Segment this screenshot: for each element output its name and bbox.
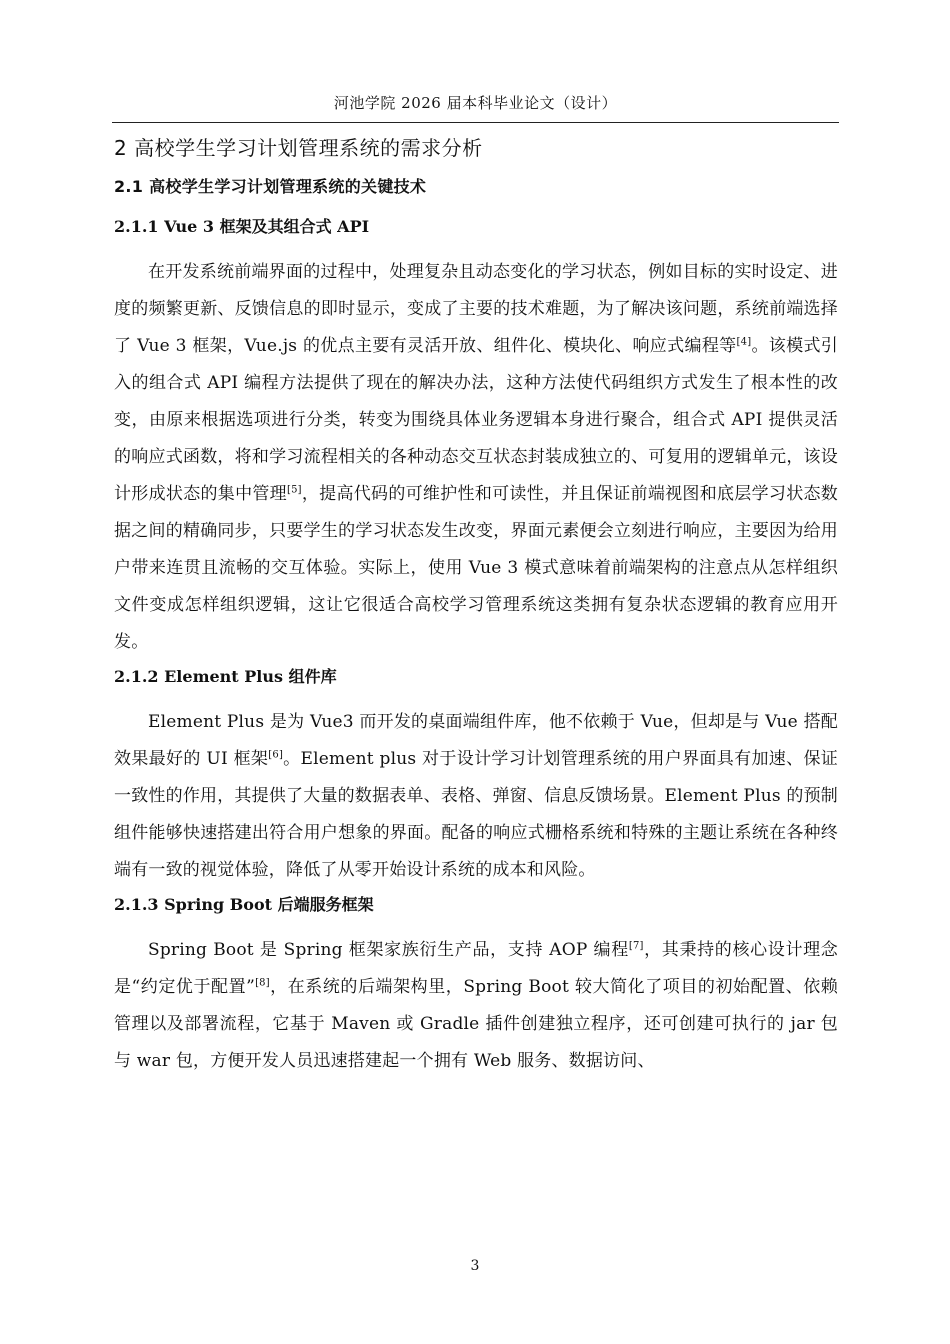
citation-marker: [8] bbox=[255, 977, 270, 989]
subsection-heading-2-1-2: 2.1.2 Element Plus 组件库 bbox=[114, 667, 337, 686]
paragraph-vue3 bbox=[114, 254, 838, 661]
header-rule bbox=[112, 122, 839, 123]
chapter-heading: 2 高校学生学习计划管理系统的需求分析 bbox=[114, 136, 483, 160]
citation-marker: [6] bbox=[268, 749, 284, 761]
citation-marker: [5] bbox=[286, 484, 302, 496]
paragraph-text: ，在系统的后端架构里，Spring Boot 较大简化了项目的初始配置、依赖管理以及部署流程，它基于 Maven 或 Gradle 插件创建独立程序，还可创建可执行的 jar 包与 war 包，方便开发人员迅速搭建起一个拥有 Web 服务、数据访问、 bbox=[114, 977, 839, 1071]
subsection-heading-2-1-1: 2.1.1 Vue 3 框架及其组合式 API bbox=[114, 217, 370, 236]
section-heading-2-1: 2.1 高校学生学习计划管理系统的关键技术 bbox=[114, 177, 427, 196]
paragraph-spring-boot bbox=[114, 932, 838, 1080]
paragraph-text: ，提高代码的可维护性和可读性，并且保证前端视图和底层学习状态数据之间的精确同步，只要学生的学习状态发生改变，界面元素便会立刻进行响应，主要因为给用户带来连贯且流畅的交互体验。实际上，使用 Vue 3 模式意味着前端架构的注意点从怎样组织文件变成怎样组织逻辑，这让它很适合高校学习管理系统这类拥有复杂状态逻辑的教育应用开发。 bbox=[114, 484, 838, 652]
document-body bbox=[114, 134, 838, 1080]
paragraph-text: 。该模式引入的组合式 API 编程方法提供了现在的解决办法，这种方法使代码组织方式发生了根本性的改变，由原来根据选项进行分类，转变为围绕具体业务逻辑本身进行聚合，组合式 API 提供灵活的响应式函数，将和学习流程相关的各种动态交互状态封装成独立的、可复用的逻辑单元，该设计形成状态的集中管理 bbox=[114, 336, 839, 504]
paragraph-text: 在开发系统前端界面的过程中，处理复杂且动态变化的学习状态，例如目标的实时设定、进度的频繁更新、反馈信息的即时显示，变成了主要的技术难题，为了解决该问题，系统前端选择了 Vue 3 框架，Vue.js 的优点主要有灵活开放、组件化、模块化、响应式编程等 bbox=[114, 262, 838, 356]
paragraph-text: Spring Boot 是 Spring 框架家族衍生产品，支持 AOP 编程 bbox=[148, 940, 629, 960]
subsection-heading-2-1-3: 2.1.3 Spring Boot 后端服务框架 bbox=[114, 895, 374, 914]
paragraph-element-plus bbox=[114, 704, 838, 889]
paragraph-text: Element Plus 是为 Vue3 而开发的桌面端组件库，他不依赖于 Vue，但却是与 Vue 搭配效果最好的 UI 框架 bbox=[114, 712, 838, 769]
citation-marker: [4] bbox=[736, 336, 752, 348]
page-number: 3 bbox=[470, 1258, 480, 1274]
paragraph-text: 。Element plus 对于设计学习计划管理系统的用户界面具有加速、保证一致性的作用，其提供了大量的数据表单、表格、弹窗、信息反馈场景。Element Plus 的预制组件能够快速搭建出符合用户想象的界面。配备的响应式栅格系统和特殊的主题让系统在各种终端有一致的视觉体验，降低了从零开始设计系统的成本和风险。 bbox=[114, 749, 838, 880]
paragraph-text: ，其秉持的核心设计理念是“约定优于配置” bbox=[114, 940, 839, 997]
running-header: 河池学院 2026 届本科毕业论文（设计） bbox=[333, 94, 618, 112]
citation-marker: [7] bbox=[628, 940, 644, 952]
